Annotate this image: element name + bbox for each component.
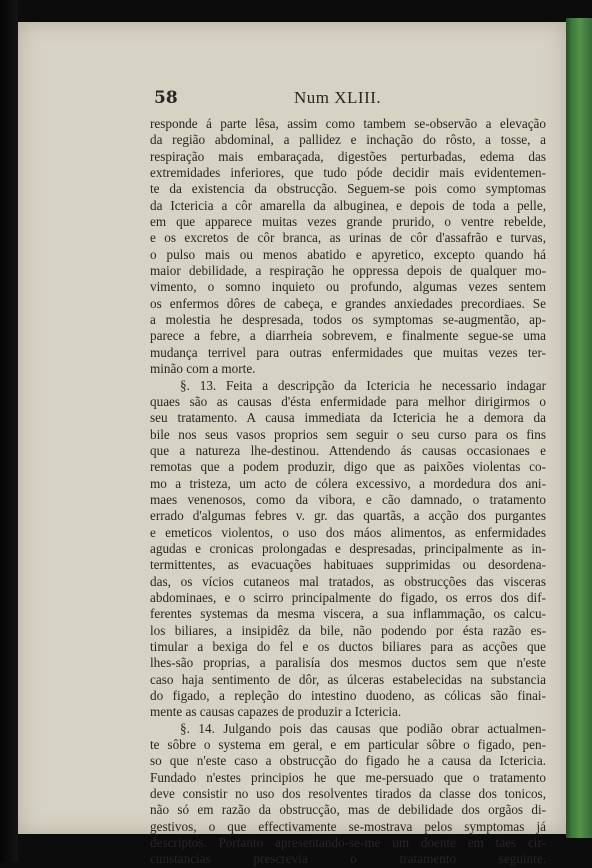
text-line: timular a bexiga do fel e os ductos biliares para as acções que (150, 639, 546, 654)
text-line: maes venenosos, como da vibora, e cão damnado, o tratamento (150, 491, 546, 507)
text-line: os enfermos dôres de cabeça, e grandes anxiedades precordiaes. Se (150, 295, 546, 311)
text-line: respiração mais embaraçada, digestões perturbadas, edema das (150, 148, 546, 164)
text-line: remotas que a podem produzir, digo que as paixões violentas co- (150, 459, 546, 475)
page-header (136, 88, 456, 110)
text-line: do figado, a repleção do intestino duodeno, as cólicas são finai- (150, 688, 546, 704)
text-line: maior debilidade, a respiração he oppressa depois de qualquer mo- (150, 263, 546, 279)
text-line: termittentes, as evacuações habituaes supprimidas ou desordena- (150, 557, 546, 573)
page-number: 58 (154, 88, 178, 108)
text-line: Fundado n'estes principios he que me-persuado que o tratamento (150, 769, 546, 785)
text-line: caso haja sentimento de dôr, as úlceras estabelecidas na substancia (150, 671, 546, 687)
text-line: §. 13. Feita a descripção da Ictericia he necessario indagar (180, 377, 546, 393)
text-line: em que apparece muitas vezes grande prurido, o ventre rebelde, (150, 214, 546, 230)
text-line: da região abdominal, a pallidez e inchação do rôsto, a tosse, a (150, 132, 546, 148)
text-line: errado d'algumas febres v. gr. das quartãs, a acção dos purgantes (150, 508, 546, 524)
text-line: agudas e cronicas prolongadas e despresadas, principalmente as in- (150, 540, 546, 556)
text-line: da Ictericia a côr amarella da albuginea, e depois de toda a pelle, (150, 197, 546, 213)
text-line: minão com a morte. (150, 361, 256, 377)
scan-left-shadow (0, 0, 18, 862)
text-line: quaes são as causas d'ésta enfermidade para melhor dirigirmos o (150, 393, 546, 409)
text-line: parece a febre, a diarrheia sobrevem, e finalmente segue-se uma (150, 328, 546, 344)
text-line: e emeticos violentos, o uso dos máos alimentos, as enfermidades (150, 524, 546, 540)
text-line: mo a tristeza, um acto de cólera excessivo, a mordedura dos ani- (150, 475, 546, 491)
text-line: responde á parte lêsa, assim como tambem se-observão a elevação (150, 116, 546, 131)
text-line: los biliares, a insipidêz da bile, não podendo por ésta razão es- (150, 622, 546, 638)
text-line: vimento, o somno inquieto ou profundo, algumas vezes sentem (150, 279, 546, 295)
text-line: mente as causas capazes de produzir a Ictericia. (150, 704, 402, 720)
text-line: descriptos. Portanto apresentando-se-me um doente em taes cir- (150, 835, 546, 851)
scan-right-edge (566, 18, 592, 838)
text-line: mudança terrivel para outras enfermidades que muitas vezes ter- (150, 344, 546, 360)
text-line: ferentes systemas da mesma viscera, a sua inflammação, os calcu- (150, 606, 546, 622)
running-title: Num XLIII. (294, 88, 382, 107)
text-line: que a natureza lhe-destinou. Attendendo ás causas occasionaes e (150, 442, 546, 458)
text-line: o pulso mais ou menos abatido e apyretico, excepto quando há (150, 246, 546, 262)
text-line: seu tratamento. A causa immediata da Ictericia he a demora da (150, 410, 546, 426)
text-line: gestivos, o que effectivamente se-mostrava pelos symptomas já (150, 818, 546, 834)
text-line: so que n'este caso a obstrucção do figado he a causa da Ictericia. (150, 753, 546, 769)
text-line: lhes-são proprias, a paralisía dos mesmos ductos sem que n'este (150, 655, 546, 671)
body-text (150, 116, 546, 868)
text-line: cunstancias prescrevia o tratamento seguinte. (150, 851, 546, 867)
text-line: deve consistir no uso dos resolventes tirados da classe dos tonicos, (150, 786, 546, 802)
text-line: bile nos seus vasos proprios sem seguir o seu curso para os fins (150, 426, 546, 442)
text-line: das, os vícios cutaneos mal tratados, as obstrucções das visceras (150, 573, 546, 589)
text-line: e os excretos de côr branca, as urinas de côr d'assafrão e turvas, (150, 230, 546, 246)
text-line: não só em razão da obstrucção, mas de debilidade dos orgãos di- (150, 802, 546, 818)
text-line: a molestia he despresada, todos os symptomas se-augmentão, ap- (150, 312, 546, 328)
text-line: te sôbre o systema em geral, e em particular sôbre o figado, pen- (150, 737, 546, 753)
text-line: te da existencia da obstrucção. Seguem-se pois como symptomas (150, 181, 546, 197)
text-line: extremidades inferiores, que tudo póde decidir mais evidentemen- (150, 165, 546, 181)
text-line: abdominaes, e o scirro principalmente do figado, os erros dos dif- (150, 589, 546, 605)
text-line: §. 14. Julgando pois das causas que podião obrar actualmen- (180, 720, 546, 736)
